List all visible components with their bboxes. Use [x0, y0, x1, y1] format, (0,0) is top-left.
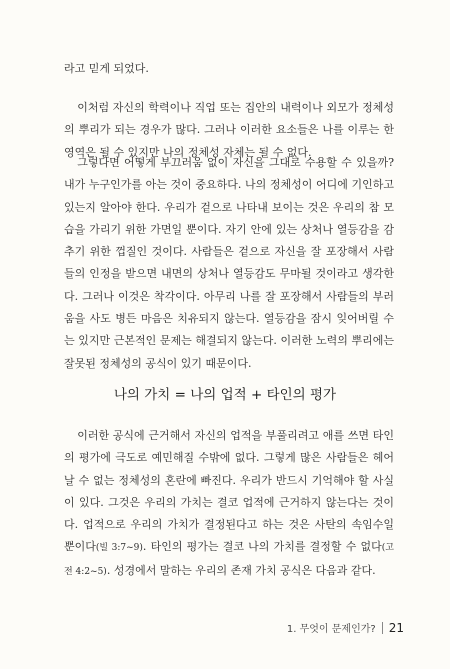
value-formula-heading: 나의 가치 = 나의 업적 + 타인의 평가	[113, 387, 337, 403]
paragraph-self-acceptance	[64, 152, 394, 375]
footer-divider	[382, 622, 383, 634]
scripture-reference-1: (빌 3:7~9)	[95, 543, 143, 554]
paragraph-2: 이처럼 자신의 학력이나 직업 또는 집안의 내력이나 외모가 정체성의 뿌리가 되는 경우가 많다. 그러나 이러한 요소들은 나를 이루는 한 영역은 될 수 있지만 나의 정체성 자체는 될 수 없다.	[64, 101, 394, 159]
running-chapter-title: 1. 무엇이 문제인가?	[286, 624, 376, 635]
paragraph-formula-critique	[64, 425, 394, 583]
paragraph-4	[64, 425, 394, 583]
paragraph-1: 라고 믿게 되었다.	[64, 62, 149, 75]
paragraph-4-part-a: 이러한 공식에 근거해서 자신의 업적을 부풀리려고 애를 쓰면 타인의 평가에 극도로 예민해질 수밖에 없다. 그렇게 많은 사람들은 헤어날 수 없는 정체성의 혼란에 빠진다. 우리가 반드시 기억해야 할 사실이 있다. 그것은 우리의 가치는 결코 업적에 근거하지 않는다는 것이다. 업적으로 우리의 가치가 결정된다고 하는 것은 사탄의 속임수일 뿐이다	[64, 429, 394, 554]
paragraph-4-part-c: . 성경에서 말하는 우리의 존재 가치 공식은 다음과 같다.	[106, 563, 376, 577]
scripture-reference-2: (고전 4:2~5)	[64, 543, 394, 577]
paragraph-continued	[64, 58, 394, 80]
paragraph-4-part-b: . 타인의 평가는 결코 나의 가치를 결정할 수 없다	[142, 540, 382, 554]
page-number: 21	[388, 620, 404, 635]
paragraph-3: 그렇다면 어떻게 부끄러움 없이 자신을 그대로 수용할 수 있을까? 내가 누구인가를 아는 것이 중요하다. 나의 정체성이 어디에 기인하고 있는지 알아야 한다. 우리가 겉으로 나타내 보이는 것은 우리의 참 모습을 가리기 위한 가면일 뿐이다. 자기 안에 있는 상처나 열등감을 감추기 위한 껍질인 것이다. 사람들은 겉으로 자신을 잘 포장해서 사람들의 인정을 받으면 내면의 상처나 열등감도 무마될 것이라고 생각한다. 그러나 이것은 착각이다. 아무리 나를 잘 포장해서 사람들의 부러움을 사도 병든 마음은 치유되지 않는다. 열등감을 잠시 잊어버릴 수는 있지만 근본적인 문제는 해결되지 않는다. 이러한 노력의 뿌리에는 잘못된 정체성의 공식이 있기 때문이다.	[64, 156, 394, 370]
page-footer	[287, 620, 404, 635]
